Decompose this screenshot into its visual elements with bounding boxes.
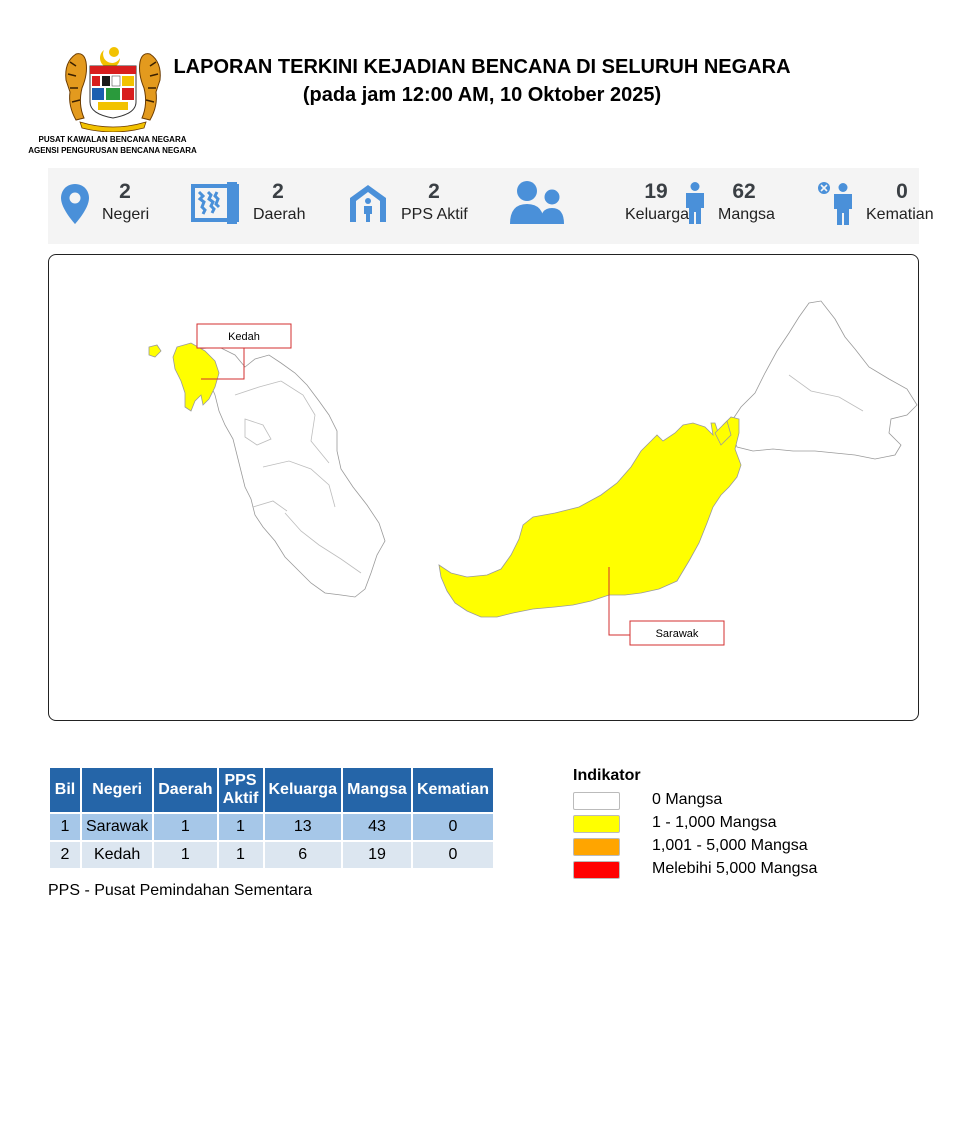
cell-kematian: 0 bbox=[413, 814, 493, 840]
stat-keluarga-label: Keluarga bbox=[625, 206, 690, 223]
cell-keluarga: 6 bbox=[265, 842, 341, 868]
cell-pps: 1 bbox=[219, 842, 263, 868]
stat-negeri-label: Negeri bbox=[102, 206, 150, 223]
stat-mangsa bbox=[684, 168, 814, 244]
col-pps-line2: Aktif bbox=[222, 790, 259, 807]
col-daerah: Daerah bbox=[154, 768, 216, 812]
title-line2: (pada jam 12:00 AM, 10 Oktober 2025) bbox=[302, 84, 662, 106]
stat-keluarga bbox=[510, 168, 690, 244]
stat-daerah bbox=[191, 168, 321, 244]
stat-daerah-value: 2 bbox=[272, 180, 284, 203]
stat-kematian-value: 0 bbox=[896, 180, 908, 203]
pps-footnote: PPS - Pusat Pemindahan Sementara bbox=[48, 882, 313, 899]
affected-states-table bbox=[48, 766, 495, 870]
cell-negeri: Kedah bbox=[82, 842, 152, 868]
summary-stats-bar bbox=[48, 168, 934, 244]
col-pps-line1: PPS bbox=[224, 772, 257, 789]
legend-swatch bbox=[573, 838, 620, 856]
map-label-sarawak: Sarawak bbox=[655, 628, 699, 640]
shelter-icon bbox=[347, 182, 389, 229]
stat-keluarga-value: 19 bbox=[644, 180, 668, 203]
stat-mangsa-label: Mangsa bbox=[718, 206, 775, 223]
legend-label: 0 Mangsa bbox=[652, 791, 723, 808]
cell-bil: 2 bbox=[50, 842, 80, 868]
stat-negeri-value: 2 bbox=[119, 180, 131, 203]
cell-daerah: 1 bbox=[154, 842, 216, 868]
col-keluarga: Keluarga bbox=[265, 768, 341, 812]
region-langkawi bbox=[149, 345, 161, 357]
region-peninsular bbox=[197, 347, 385, 597]
legend-title: Indikator bbox=[573, 767, 641, 784]
family-icon bbox=[510, 180, 566, 229]
legend-label: 1,001 - 5,000 Mangsa bbox=[652, 837, 808, 854]
region-sabah bbox=[729, 301, 917, 459]
legend-swatch bbox=[573, 815, 620, 833]
cell-kematian: 0 bbox=[413, 842, 493, 868]
table-row bbox=[50, 814, 493, 840]
cell-bil: 1 bbox=[50, 814, 80, 840]
stat-kematian bbox=[818, 168, 934, 244]
stat-mangsa-value: 62 bbox=[732, 180, 756, 203]
cell-pps: 1 bbox=[219, 814, 263, 840]
region-sarawak bbox=[439, 417, 741, 617]
stat-pps-value: 2 bbox=[428, 180, 440, 203]
legend-swatch bbox=[573, 861, 620, 879]
col-bil: Bil bbox=[50, 768, 80, 812]
stat-pps-aktif bbox=[347, 168, 477, 244]
stat-pps-label: PPS Aktif bbox=[401, 206, 468, 223]
district-map-icon bbox=[191, 182, 241, 229]
page-title bbox=[150, 53, 814, 109]
map-label-kedah: Kedah bbox=[228, 331, 260, 343]
legend-label: Melebihi 5,000 Mangsa bbox=[652, 860, 818, 877]
stat-daerah-label: Daerah bbox=[253, 206, 306, 223]
map-pin-icon bbox=[58, 182, 92, 231]
agency-line2: AGENSI PENGURUSAN BENCANA NEGARA bbox=[28, 146, 197, 155]
person-icon bbox=[684, 182, 706, 229]
death-person-icon bbox=[818, 181, 854, 230]
cell-keluarga: 13 bbox=[265, 814, 341, 840]
table-row bbox=[50, 842, 493, 868]
legend-label: 1 - 1,000 Mangsa bbox=[652, 814, 777, 831]
legend-swatch bbox=[573, 792, 620, 810]
stat-kematian-label: Kematian bbox=[866, 206, 934, 223]
stat-negeri bbox=[58, 168, 168, 244]
col-mangsa: Mangsa bbox=[343, 768, 411, 812]
cell-mangsa: 19 bbox=[343, 842, 411, 868]
col-kematian: Kematian bbox=[413, 768, 493, 812]
malaysia-disaster-map bbox=[48, 254, 919, 721]
col-negeri: Negeri bbox=[82, 768, 152, 812]
col-pps-aktif bbox=[219, 768, 263, 812]
cell-daerah: 1 bbox=[154, 814, 216, 840]
cell-negeri: Sarawak bbox=[82, 814, 152, 840]
table-header-row bbox=[50, 768, 493, 812]
title-line1: LAPORAN TERKINI KEJADIAN BENCANA DI SELURUH NEGARA bbox=[173, 56, 791, 78]
agency-line1: PUSAT KAWALAN BENCANA NEGARA bbox=[38, 135, 187, 144]
cell-mangsa: 43 bbox=[343, 814, 411, 840]
agency-name bbox=[0, 134, 225, 156]
